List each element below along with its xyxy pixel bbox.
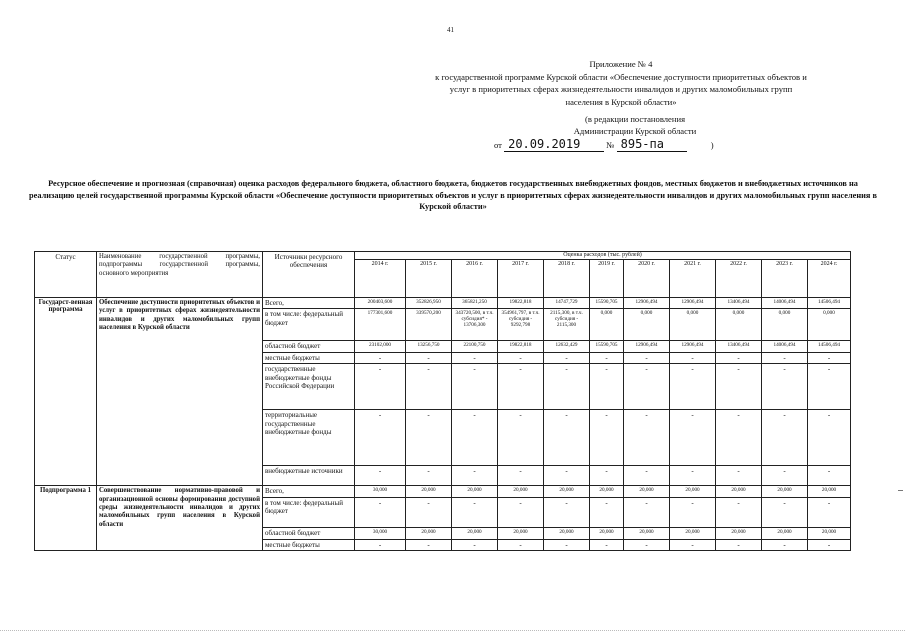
value-cell: 13256,750 bbox=[406, 341, 452, 352]
value-cell: - bbox=[624, 410, 670, 466]
value-cell: - bbox=[406, 410, 452, 466]
value-cell: - bbox=[452, 497, 498, 527]
value-cell: - bbox=[544, 497, 590, 527]
page-number: 41 bbox=[447, 26, 454, 34]
value-cell: 13406,494 bbox=[716, 298, 762, 309]
source-cell: областной бюджет bbox=[263, 527, 355, 539]
value-cell: - bbox=[808, 466, 851, 486]
value-cell: 20,000 bbox=[406, 527, 452, 539]
closing-paren: ) bbox=[710, 140, 714, 150]
value-cell: - bbox=[670, 410, 716, 466]
value-cell: 20,000 bbox=[808, 486, 851, 497]
value-cell: - bbox=[590, 539, 624, 550]
value-cell: - bbox=[355, 466, 406, 486]
value-cell: 20,000 bbox=[498, 486, 544, 497]
year-cell: 2024 г. bbox=[808, 260, 851, 298]
value-cell: - bbox=[452, 466, 498, 486]
number-label: № bbox=[606, 140, 615, 150]
value-cell: - bbox=[590, 410, 624, 466]
appendix-line: услуг в приоритетных сферах жизнедеятельности инвалидов и других маломобильных групп bbox=[449, 84, 793, 95]
value-cell: - bbox=[624, 497, 670, 527]
scan-artifact bbox=[0, 630, 905, 633]
value-cell: 343720,500, в т.ч. субсидия* - 13706,300 bbox=[452, 309, 498, 341]
value-cell: 200403,600 bbox=[355, 298, 406, 309]
value-cell: - bbox=[716, 352, 762, 363]
value-cell: 339570,200 bbox=[406, 309, 452, 341]
year-cell: 2014 г. bbox=[355, 260, 406, 298]
value-cell: 12906,494 bbox=[624, 341, 670, 352]
scan-mark bbox=[898, 490, 903, 491]
program-name-cell: Обеспечение доступности приоритетных объектов и услуг в приоритетных сферах жизнедеятельности инвалидов и других маломобильных групп населения в Курской области bbox=[97, 298, 263, 486]
source-cell: в том числе: федеральный бюджет bbox=[263, 309, 355, 341]
value-cell: 0,000 bbox=[670, 309, 716, 341]
value-cell: 20,000 bbox=[498, 527, 544, 539]
value-cell: 0,000 bbox=[624, 309, 670, 341]
value-cell: 15590,705 bbox=[590, 298, 624, 309]
value-cell: 14506,494 bbox=[808, 298, 851, 309]
value-cell: 20,000 bbox=[590, 486, 624, 497]
decree-block bbox=[450, 114, 820, 137]
from-label: от bbox=[494, 140, 502, 150]
value-cell: 22100,750 bbox=[452, 341, 498, 352]
value-cell: 23102,000 bbox=[355, 341, 406, 352]
value-cell: 12906,494 bbox=[670, 341, 716, 352]
value-cell: - bbox=[762, 497, 808, 527]
value-cell: - bbox=[498, 466, 544, 486]
value-cell: - bbox=[624, 352, 670, 363]
value-cell: 12906,494 bbox=[670, 298, 716, 309]
program-name-cell: Совершенствование нормативно-правовой и организационной основы формирования доступной среды жизнедеятельности инвалидов и других маломобильных групп населения в Курской области bbox=[97, 486, 263, 551]
value-cell: - bbox=[670, 352, 716, 363]
value-cell: 13406,494 bbox=[716, 341, 762, 352]
year-cell: 2015 г. bbox=[406, 260, 452, 298]
table-row bbox=[35, 298, 851, 309]
value-cell: - bbox=[452, 539, 498, 550]
value-cell: 20,000 bbox=[762, 527, 808, 539]
value-cell: - bbox=[544, 352, 590, 363]
source-cell: территориальные государственные внебюджетные фонды bbox=[263, 410, 355, 466]
value-cell: - bbox=[544, 466, 590, 486]
value-cell: - bbox=[406, 364, 452, 410]
value-cell: 352826,950 bbox=[406, 298, 452, 309]
value-cell: - bbox=[498, 410, 544, 466]
value-cell: 365821,250 bbox=[452, 298, 498, 309]
value-cell: - bbox=[670, 497, 716, 527]
resource-table bbox=[34, 251, 851, 551]
year-cell: 2023 г. bbox=[762, 260, 808, 298]
year-cell: 2019 г. bbox=[590, 260, 624, 298]
value-cell: - bbox=[544, 410, 590, 466]
source-cell: внебюджетные источники bbox=[263, 466, 355, 486]
value-cell: - bbox=[624, 539, 670, 550]
appendix-line: населения в Курской области» bbox=[565, 96, 677, 107]
value-cell: 14747,729 bbox=[544, 298, 590, 309]
year-cell: 2018 г. bbox=[544, 260, 590, 298]
value-cell: - bbox=[808, 364, 851, 410]
value-cell: - bbox=[498, 352, 544, 363]
source-cell: областной бюджет bbox=[263, 341, 355, 352]
value-cell: 20,000 bbox=[716, 527, 762, 539]
source-cell: государственные внебюджетные фонды Российской Федерации bbox=[263, 364, 355, 410]
value-cell: - bbox=[716, 466, 762, 486]
table-row bbox=[35, 486, 851, 497]
appendix-block bbox=[372, 58, 870, 108]
value-cell: - bbox=[355, 364, 406, 410]
value-cell: - bbox=[624, 466, 670, 486]
value-cell: 20,000 bbox=[452, 486, 498, 497]
value-cell: - bbox=[544, 539, 590, 550]
year-cell: 2020 г. bbox=[624, 260, 670, 298]
value-cell: 20,000 bbox=[544, 486, 590, 497]
value-cell: 354961,797, в т.ч. субсидия - 9292,798 bbox=[498, 309, 544, 341]
value-cell: - bbox=[590, 466, 624, 486]
value-cell: 19822,818 bbox=[498, 298, 544, 309]
value-cell: - bbox=[716, 539, 762, 550]
program-section bbox=[35, 298, 851, 486]
value-cell: 177301,600 bbox=[355, 309, 406, 341]
header-name: Наименование государственной программы, подпрограммы государственной программы, основного мероприятия bbox=[97, 252, 263, 298]
value-cell: 20,000 bbox=[406, 486, 452, 497]
value-cell: - bbox=[406, 539, 452, 550]
decree-number: 895-па bbox=[617, 137, 687, 152]
value-cell: 0,000 bbox=[590, 309, 624, 341]
appendix-line: к государственной программе Курской области «Обеспечение доступности приоритетных объектов и bbox=[435, 71, 807, 82]
decree-line-2: Администрации Курской области bbox=[573, 125, 697, 136]
value-cell: - bbox=[590, 364, 624, 410]
value-cell: - bbox=[808, 497, 851, 527]
value-cell: - bbox=[716, 364, 762, 410]
value-cell: - bbox=[406, 352, 452, 363]
value-cell: - bbox=[808, 539, 851, 550]
value-cell: - bbox=[355, 352, 406, 363]
value-cell: - bbox=[624, 364, 670, 410]
value-cell: 0,000 bbox=[762, 309, 808, 341]
value-cell: - bbox=[808, 410, 851, 466]
value-cell: 14006,494 bbox=[762, 298, 808, 309]
value-cell: 14506,494 bbox=[808, 341, 851, 352]
value-cell: - bbox=[762, 410, 808, 466]
value-cell: - bbox=[406, 497, 452, 527]
header-status: Статус bbox=[35, 252, 97, 298]
value-cell: - bbox=[762, 352, 808, 363]
table-header-row bbox=[35, 252, 851, 260]
header-sources: Источники ресурсного обеспечения bbox=[263, 252, 355, 298]
value-cell: - bbox=[670, 539, 716, 550]
value-cell: - bbox=[808, 352, 851, 363]
decree-date: 20.09.2019 bbox=[504, 137, 604, 152]
value-cell: 20,000 bbox=[590, 527, 624, 539]
value-cell: - bbox=[762, 466, 808, 486]
source-cell: местные бюджеты bbox=[263, 352, 355, 363]
header-estimate: Оценка расходов (тыс. рублей) bbox=[355, 252, 851, 260]
value-cell: 20,000 bbox=[762, 486, 808, 497]
value-cell: 12632,429 bbox=[544, 341, 590, 352]
value-cell: 20,000 bbox=[670, 486, 716, 497]
year-cell: 2022 г. bbox=[716, 260, 762, 298]
value-cell: - bbox=[452, 364, 498, 410]
value-cell: 20,000 bbox=[544, 527, 590, 539]
value-cell: 20,000 bbox=[670, 527, 716, 539]
value-cell: 2115,300, в т.ч. субсидия - 2115,300 bbox=[544, 309, 590, 341]
document-heading: Ресурсное обеспечение и прогнозная (справочная) оценка расходов федерального бюджета, областного бюджета, бюджетов государственных внебюджетных фондов, местных бюджетов и внебюджетных источников на реализацию целей государственной программы Курской области «Обеспечение доступности приоритетных объектов и услуг в приоритетных сферах жизнедеятельности инвалидов и других маломобильных групп населения в Курской области» bbox=[29, 179, 877, 211]
subprogram-section bbox=[35, 486, 851, 551]
value-cell: - bbox=[355, 539, 406, 550]
source-cell: в том числе: федеральный бюджет bbox=[263, 497, 355, 527]
value-cell: - bbox=[716, 497, 762, 527]
value-cell: - bbox=[762, 364, 808, 410]
value-cell: - bbox=[590, 497, 624, 527]
value-cell: - bbox=[498, 364, 544, 410]
year-cell: 2017 г. bbox=[498, 260, 544, 298]
value-cell: 20,000 bbox=[452, 527, 498, 539]
value-cell: 19822,818 bbox=[498, 341, 544, 352]
value-cell: 14006,494 bbox=[762, 341, 808, 352]
value-cell: - bbox=[498, 539, 544, 550]
value-cell: 15590,705 bbox=[590, 341, 624, 352]
source-cell: Всего, bbox=[263, 486, 355, 497]
value-cell: 20,000 bbox=[624, 527, 670, 539]
value-cell: 20,000 bbox=[808, 527, 851, 539]
year-cell: 2016 г. bbox=[452, 260, 498, 298]
value-cell: - bbox=[498, 497, 544, 527]
value-cell: - bbox=[452, 352, 498, 363]
value-cell: - bbox=[406, 466, 452, 486]
value-cell: - bbox=[590, 352, 624, 363]
value-cell: - bbox=[355, 410, 406, 466]
source-cell: Всего, bbox=[263, 298, 355, 309]
status-cell: Государст-венная программа bbox=[35, 298, 97, 486]
value-cell: - bbox=[716, 410, 762, 466]
value-cell: - bbox=[670, 364, 716, 410]
value-cell: 20,000 bbox=[716, 486, 762, 497]
value-cell: 0,000 bbox=[808, 309, 851, 341]
value-cell: - bbox=[355, 497, 406, 527]
value-cell: 30,000 bbox=[355, 527, 406, 539]
decree-line-1: (в редакции постановления bbox=[584, 114, 686, 124]
value-cell: - bbox=[762, 539, 808, 550]
year-cell: 2021 г. bbox=[670, 260, 716, 298]
value-cell: 12906,494 bbox=[624, 298, 670, 309]
value-cell: - bbox=[670, 466, 716, 486]
value-cell: - bbox=[544, 364, 590, 410]
value-cell: 0,000 bbox=[716, 309, 762, 341]
value-cell: 30,000 bbox=[355, 486, 406, 497]
appendix-title: Приложение № 4 bbox=[589, 59, 653, 69]
status-cell: Подпрограмма 1 bbox=[35, 486, 97, 551]
source-cell: местные бюджеты bbox=[263, 539, 355, 550]
decree-date-line bbox=[494, 137, 714, 152]
value-cell: 20,000 bbox=[624, 486, 670, 497]
value-cell: - bbox=[452, 410, 498, 466]
